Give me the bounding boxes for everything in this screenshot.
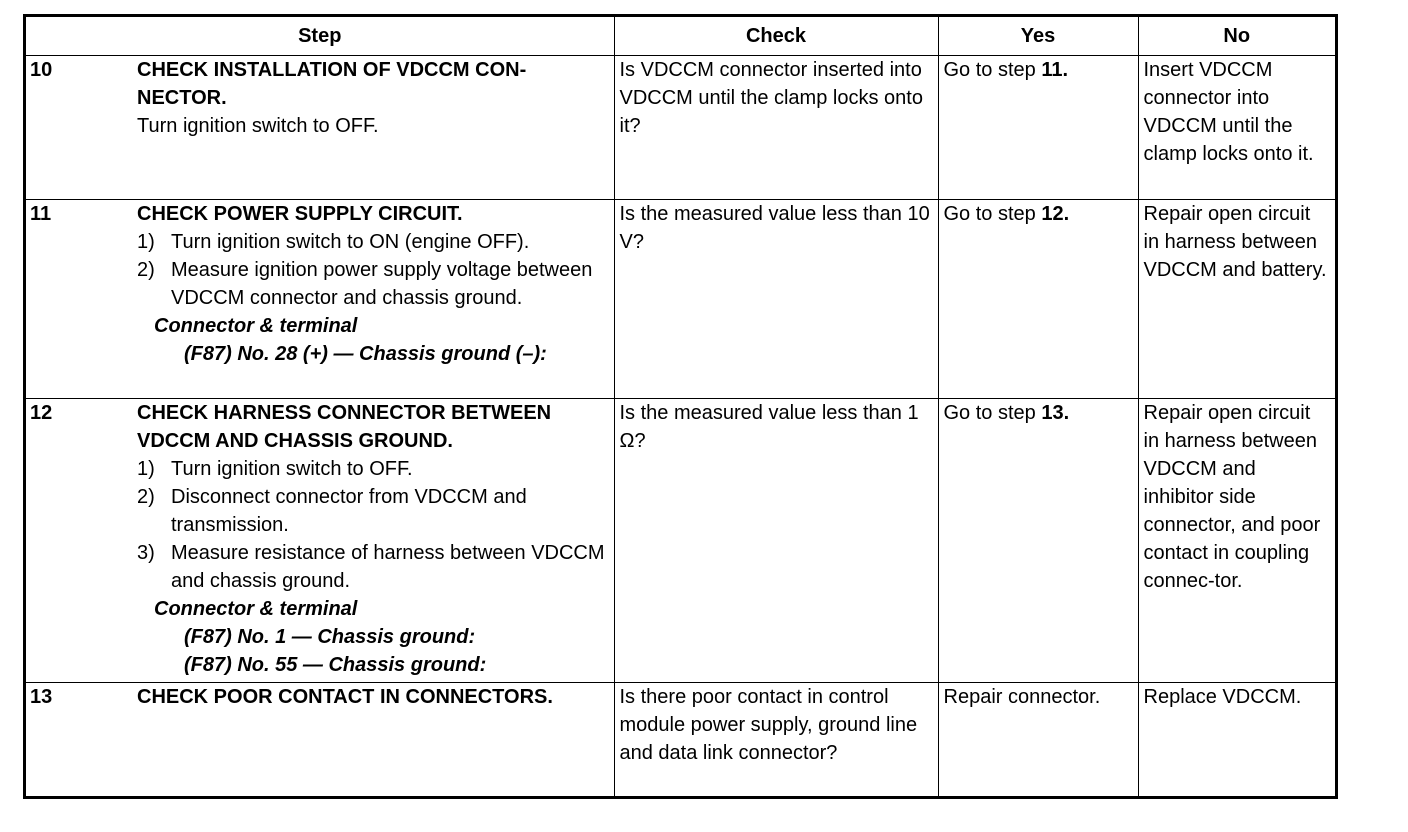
list-item-text: Turn ignition switch to OFF. xyxy=(171,458,413,480)
step-cell xyxy=(26,683,614,797)
step-text: Turn ignition switch to OFF. xyxy=(137,115,379,137)
list-item-text: Disconnect connector from VDCCM and transmission. xyxy=(171,486,527,536)
yes-cell xyxy=(938,399,1138,683)
troubleshooting-table xyxy=(23,14,1338,799)
no-cell: Repair open circuit in harness between VDCCM and inhibitor side connector, and poor contact in coupling connec-tor. xyxy=(1138,399,1335,683)
step-number: 13 xyxy=(30,686,53,708)
step-title-cont: NECTOR. xyxy=(137,87,227,109)
list-item-text: Measure ignition power supply voltage between VDCCM connector and chassis ground. xyxy=(171,259,593,309)
yes-step-ref: 11. xyxy=(1041,59,1069,81)
header-check: Check xyxy=(614,17,938,56)
yes-step-ref: 13. xyxy=(1041,402,1070,424)
step-title: CHECK POWER SUPPLY CIRCUIT. xyxy=(137,203,463,225)
table-row xyxy=(26,200,1335,399)
list-item-text: Measure resistance of harness between VDCCM and chassis ground. xyxy=(171,542,605,592)
list-item xyxy=(137,483,614,539)
check-cell: Is the measured value less than 10 V? xyxy=(614,200,938,399)
no-cell: Replace VDCCM. xyxy=(1138,683,1335,797)
table-row xyxy=(26,683,1335,797)
list-item xyxy=(137,228,614,256)
step-title: CHECK INSTALLATION OF VDCCM CON- xyxy=(137,59,527,81)
list-item-number: 1) xyxy=(137,458,155,480)
header-row xyxy=(26,17,1335,56)
table-row xyxy=(26,56,1335,200)
step-title: CHECK HARNESS CONNECTOR BETWEEN VDCCM AND CHASSIS GROUND. xyxy=(137,402,552,452)
header-no: No xyxy=(1138,17,1335,56)
diagnostic-steps-table xyxy=(26,17,1335,797)
yes-prefix: Go to step xyxy=(943,59,1042,81)
list-item-number: 2) xyxy=(137,486,155,508)
list-item xyxy=(137,539,614,595)
no-cell: Insert VDCCM connector into VDCCM until the clamp locks onto it. xyxy=(1138,56,1335,200)
list-item-number: 2) xyxy=(137,259,155,281)
table-row xyxy=(26,399,1335,683)
check-cell: Is the measured value less than 1 Ω? xyxy=(614,399,938,683)
list-item xyxy=(137,256,614,312)
list-item-text: Turn ignition switch to ON (engine OFF). xyxy=(171,231,530,253)
yes-cell: Repair connector. xyxy=(938,683,1138,797)
yes-cell xyxy=(938,200,1138,399)
step-number: 12 xyxy=(30,402,53,424)
connector-label: Connector & terminal xyxy=(154,598,358,620)
header-step: Step xyxy=(26,17,614,56)
terminal-spec: (F87) No. 28 (+) — Chassis ground (–): xyxy=(184,343,547,365)
no-cell: Repair open circuit in harness between VDCCM and battery. xyxy=(1138,200,1335,399)
step-cell xyxy=(26,56,614,200)
step-title: CHECK POOR CONTACT IN CONNECTORS. xyxy=(137,686,553,708)
yes-step-ref: 12. xyxy=(1041,203,1070,225)
check-cell: Is VDCCM connector inserted into VDCCM until the clamp locks onto it? xyxy=(614,56,938,200)
step-number: 11 xyxy=(30,203,52,225)
header-yes: Yes xyxy=(938,17,1138,56)
list-item-number: 1) xyxy=(137,231,155,253)
yes-prefix: Go to step xyxy=(943,402,1042,424)
step-number: 10 xyxy=(30,59,53,81)
yes-cell xyxy=(938,56,1138,200)
yes-prefix: Go to step xyxy=(943,203,1042,225)
terminal-spec: (F87) No. 1 — Chassis ground: xyxy=(184,626,476,648)
list-item-number: 3) xyxy=(137,542,155,564)
step-cell xyxy=(26,200,614,399)
connector-label: Connector & terminal xyxy=(154,315,358,337)
list-item xyxy=(137,455,614,483)
step-cell xyxy=(26,399,614,683)
check-cell: Is there poor contact in control module power supply, ground line and data link connector? xyxy=(614,683,938,797)
terminal-spec: (F87) No. 55 — Chassis ground: xyxy=(184,654,487,676)
